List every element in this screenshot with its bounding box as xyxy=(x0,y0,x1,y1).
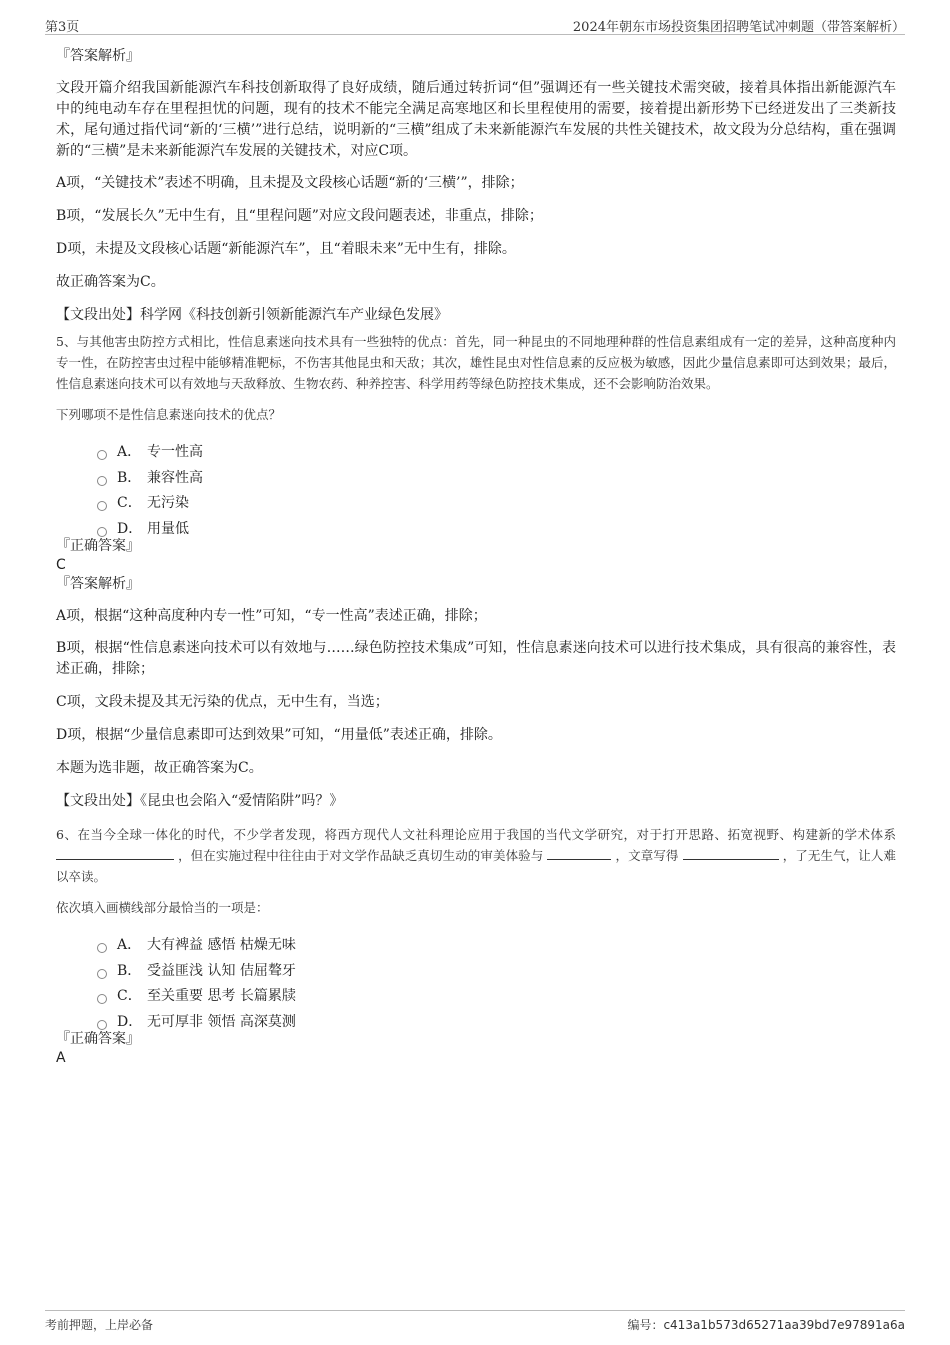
option-letter: B． xyxy=(117,962,142,979)
analysis-label: 『答案解析』 xyxy=(56,576,140,592)
option-letter: C． xyxy=(117,495,142,511)
radio-button-icon[interactable] xyxy=(97,1020,107,1030)
option-list xyxy=(56,935,896,1037)
correct-answer-label: 『正确答案』 xyxy=(56,538,140,554)
page-number: 第3页 xyxy=(45,20,80,35)
option-text: 大有裨益 感悟 枯燥无味 xyxy=(147,937,296,953)
radio-button-icon[interactable] xyxy=(97,476,107,486)
question-6 xyxy=(56,824,896,1067)
option-text: 无可厚非 领悟 高深莫测 xyxy=(147,1013,296,1030)
question-4-analysis xyxy=(56,46,896,326)
option-c[interactable] xyxy=(96,493,896,519)
analysis-paragraph: B项，“发展长久”无中生有，且“里程问题”对应文段问题表述，非重点，排除； xyxy=(56,208,543,224)
conclusion-text: 故正确答案为C。 xyxy=(56,274,165,290)
option-letter: D． xyxy=(117,520,143,537)
option-text: 至关重要 思考 长篇累牍 xyxy=(147,988,296,1004)
correct-answer: C xyxy=(56,557,66,573)
option-text: 受益匪浅 认知 佶屈聱牙 xyxy=(147,962,296,979)
analysis-paragraph: 文段开篇介绍我国新能源汽车科技创新取得了良好成绩，随后通过转折词“但”强调还有一些关键技术需突破，接着具体指出新能源汽车中的纯电动车存在里程担忧的问题，现有的技术不能完全满足高寒地区和长里程使用的需要，接着提出新形势下已经迸发出了三类新技术，尾句通过指代词“新的‘三横’”进行总结，说明新的“三横”组成了未来新能源汽车发展的共性关键技术，故文段为分总结构，重在强调新的“三横”是未来新能源汽车发展的关键技术，对应C项。 xyxy=(56,80,896,159)
stem-text: ，了无生气，让人难以卒读。 xyxy=(56,848,896,884)
option-b[interactable] xyxy=(96,961,896,987)
analysis-label: 『答案解析』 xyxy=(56,48,140,64)
analysis-paragraph: B项，根据“性信息素迷向技术可以有效地与……绿色防控技术集成”可知，性信息素迷向技术可以进行技术集成，具有很高的兼容性，表述正确，排除； xyxy=(56,640,896,677)
source-citation: 【文段出处】《昆虫也会陷入“爱情陷阱”吗？》 xyxy=(56,793,344,809)
code-label: 编号： xyxy=(627,1318,664,1332)
question-5 xyxy=(56,331,896,812)
question-prompt: 依次填入画横线部分最恰当的一项是： xyxy=(56,900,269,915)
option-text: 用量低 xyxy=(147,520,189,537)
fill-blank xyxy=(547,846,611,860)
option-text: 无污染 xyxy=(147,495,189,511)
conclusion-text: 本题为选非题，故正确答案为C。 xyxy=(56,760,263,776)
option-letter: C． xyxy=(117,988,142,1004)
option-c[interactable] xyxy=(96,986,896,1012)
fill-blank xyxy=(56,846,174,860)
option-letter: D． xyxy=(117,1013,143,1030)
option-letter: A． xyxy=(117,937,142,953)
stem-text: 6、在当今全球一体化的时代，不少学者发现，将西方现代人文社科理论应用于我国的当代文学研究，对于打开思路、拓宽视野、构建新的学术体系 xyxy=(56,827,896,842)
document-code xyxy=(627,1316,905,1333)
document-title: 2024年朝东市场投资集团招聘笔试冲刺题（带答案解析） xyxy=(572,20,905,35)
option-a[interactable] xyxy=(96,935,896,961)
analysis-paragraph: A项，“关键技术”表述不明确，且未提及文段核心话题“新的‘三横’”，排除； xyxy=(56,175,524,191)
code-value: c413a1b573d65271aa39bd7e97891a6a xyxy=(663,1318,905,1332)
radio-button-icon[interactable] xyxy=(97,527,107,537)
option-text: 兼容性高 xyxy=(147,469,203,486)
question-prompt: 下列哪项不是性信息素迷向技术的优点？ xyxy=(56,407,282,422)
page-header xyxy=(45,14,905,35)
page-footer xyxy=(45,1310,905,1335)
stem-text: ，文章写得 xyxy=(615,848,679,863)
footer-slogan: 考前押题，上岸必备 xyxy=(45,1318,154,1332)
option-list xyxy=(56,442,896,544)
correct-answer-label: 『正确答案』 xyxy=(56,1031,140,1047)
radio-button-icon[interactable] xyxy=(97,943,107,953)
radio-button-icon[interactable] xyxy=(97,994,107,1004)
question-stem: 5、与其他害虫防控方式相比，性信息素迷向技术具有一些独特的优点：首先，同一种昆虫的不同地理种群的性信息素组成有一定的差异，这种高度种内专一性，在防控害虫过程中能够精准靶标，不伤害其他昆虫和天敌；其次，雄性昆虫对性信息素的反应极为敏感，因此少量信息素即可达到效果；最后，性信息素迷向技术可以有效地与天敌释放、生物农药、种养控害、科学用药等绿色防控技术集成，还不会影响防治效果。 xyxy=(56,334,896,391)
option-text: 专一性高 xyxy=(147,444,203,460)
analysis-paragraph: D项，根据“少量信息素即可达到效果”可知，“用量低”表述正确，排除。 xyxy=(56,727,502,743)
radio-button-icon[interactable] xyxy=(97,501,107,511)
page-content xyxy=(56,46,896,1067)
option-a[interactable] xyxy=(96,442,896,468)
analysis-paragraph: A项，根据“这种高度种内专一性”可知，“专一性高”表述正确，排除； xyxy=(56,608,487,624)
question-stem xyxy=(56,824,896,887)
stem-text: ，但在实施过程中往往由于对文学作品缺乏真切生动的审美体验与 xyxy=(178,848,544,863)
radio-button-icon[interactable] xyxy=(97,450,107,460)
option-letter: B． xyxy=(117,469,142,486)
radio-button-icon[interactable] xyxy=(97,969,107,979)
option-b[interactable] xyxy=(96,468,896,494)
fill-blank xyxy=(683,846,779,860)
option-letter: A． xyxy=(117,444,142,460)
analysis-paragraph: D项，未提及文段核心话题“新能源汽车”，且“着眼未来”无中生有，排除。 xyxy=(56,241,516,257)
correct-answer: A xyxy=(56,1050,66,1066)
source-citation: 【文段出处】科学网《科技创新引领新能源汽车产业绿色发展》 xyxy=(56,307,448,323)
analysis-paragraph: C项，文段未提及其无污染的优点，无中生有，当选； xyxy=(56,694,389,710)
